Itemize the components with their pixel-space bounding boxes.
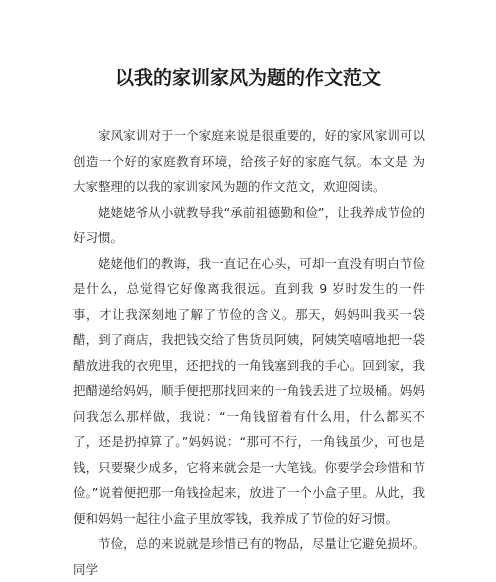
document-body (73, 123, 425, 582)
paragraph-story: 姥姥他们的教诲，我一直记在心头，可却一直没有明白节俭是什么，总觉得它好像离我很远。直到我 9 岁时发生的一件事，才让我深刻地了解了节俭的含义。那天，妈妈叫我买一袋醋，到了商店，我把钱交给了售货员阿姨，阿姨笑嘻嘻地把一袋醋放进我的衣兜里，还把找的一角钱塞到我的手心。回到家，我把醋递给妈妈，顺手便把那找回来的一角钱丢进了垃圾桶。妈妈问我怎么那样做，我说：“一角钱留着有什么用，什么都买不了，还是扔掉算了。”妈妈说：“那可不行，一角钱虽少，可也是钱，只要聚少成多，它将来就会是一大笔钱。你要学会珍惜和节俭。”说着便把那一角钱捡起来，放进了一个小盒子里。从此，我便和妈妈一起往小盒子里放零钱，我养成了节俭的好习惯。 (73, 255, 425, 526)
document-title: 以我的家训家风为题的作文范文 (114, 67, 381, 89)
paragraph-teaching: 姥姥姥爷从小就教导我“承前祖德勤和俭”，让我养成节俭的好习惯。 (73, 204, 425, 245)
paragraph-intro: 家风家训对于一个家庭来说是很重要的，好的家风家训可以创造一个好的家庭教育环境，给孩子好的家庭气氛。本文是 为大家整理的以我的家训家风为题的作文范文，欢迎阅读。 (73, 128, 425, 194)
paragraph-conclusion: 节俭，总的来说就是珍惜已有的物品，尽量让它避免损坏。同学 (73, 536, 425, 577)
